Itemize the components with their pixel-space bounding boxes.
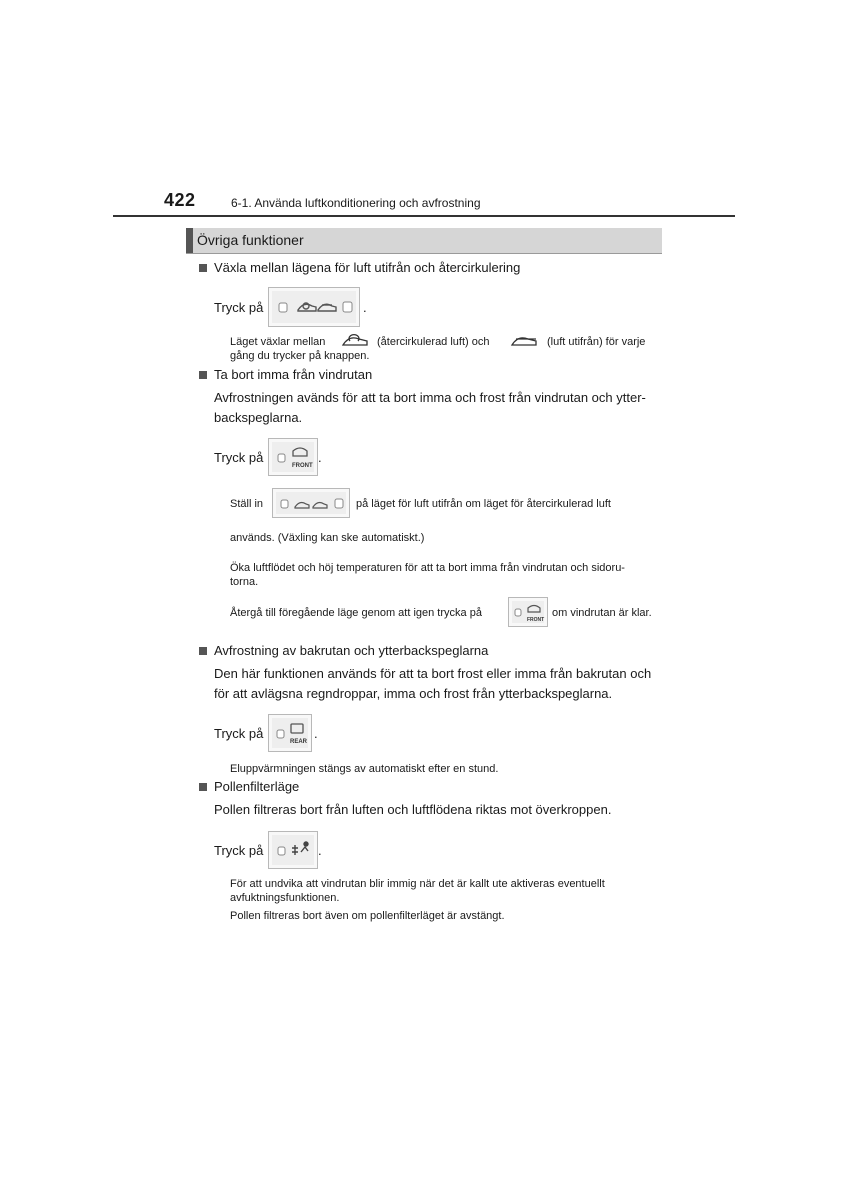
note-text: För att undvika att vindrutan blir immig när det är kallt ute aktiveras eventuellt [230, 878, 605, 890]
note-text: Öka luftflödet och höj temperaturen för att ta bort imma från vindrutan och sidoru- [230, 562, 625, 574]
note-text: (återcirkulerad luft) och [377, 336, 490, 348]
note-text: Eluppvärmningen stängs av automatiskt efter en stund. [230, 763, 499, 775]
subsection-heading-rear: Avfrostning av bakrutan och ytterbackspeglarna [214, 643, 489, 658]
press-label: Tryck på [214, 300, 264, 315]
body-text: Pollen filtreras bort från luften och luftflödena riktas mot överkroppen. [214, 802, 612, 817]
rear-defroster-button[interactable] [268, 714, 312, 752]
period: . [314, 726, 318, 741]
note-text: avfuktningsfunktionen. [230, 892, 340, 904]
square-bullet-icon [199, 264, 207, 272]
period: . [318, 450, 322, 465]
air-mode-button-icon [273, 489, 351, 519]
press-label: Tryck på [214, 726, 264, 741]
section-title: Övriga funktioner [197, 232, 304, 248]
pollen-filter-icon [269, 832, 319, 870]
outside-air-icon [510, 333, 542, 349]
subsection-heading-windshield: Ta bort imma från vindrutan [214, 367, 373, 382]
note-text: Pollen filtreras bort även om pollenfilterläget är avstängt. [230, 910, 505, 922]
header-divider [113, 215, 735, 217]
note-text: gång du trycker på knappen. [230, 350, 370, 362]
note-text: Ställ in [230, 498, 264, 510]
press-label: Tryck på [214, 450, 264, 465]
period: . [318, 843, 322, 858]
body-text: Avfrostningen avänds för att ta bort imma och frost från vindrutan och ytter- [214, 390, 646, 405]
air-mode-button-icon [269, 288, 361, 328]
body-text: backspeglarna. [214, 410, 303, 425]
press-label: Tryck på [214, 843, 264, 858]
rear-label: REAR [290, 739, 308, 745]
rear-defroster-icon [269, 715, 313, 753]
subsection-heading-pollen: Pollenfilterläge [214, 779, 300, 794]
subsection-heading-air-mode: Växla mellan lägena för luft utifrån och återcirkulering [214, 260, 521, 275]
chapter-title: 6-1. Använda luftkonditionering och avfrostning [231, 196, 481, 210]
section-title-bar [186, 228, 662, 254]
body-text: Den här funktionen används för att ta bort frost eller imma från bakrutan och [214, 666, 652, 681]
square-bullet-icon [199, 647, 207, 655]
note-text: används. (Växling kan ske automatiskt.) [230, 532, 425, 544]
note-text: på läget för luft utifrån om läget för återcirkulerad luft [356, 498, 611, 510]
period: . [363, 300, 367, 315]
page-number: 422 [164, 190, 196, 210]
front-label: FRONT [527, 617, 545, 623]
section-accent [186, 228, 193, 253]
body-text: för att avlägsna regndroppar, imma och frost från ytterbackspeglarna. [214, 686, 613, 701]
windshield-defroster-button-inline [508, 597, 548, 627]
pollen-filter-button[interactable] [268, 831, 318, 869]
note-text: om vindrutan är klar. [552, 607, 652, 619]
recirculated-air-icon [341, 333, 371, 349]
note-text: (luft utifrån) för varje [547, 336, 646, 348]
windshield-defroster-button[interactable] [268, 438, 318, 476]
note-text: Läget växlar mellan [230, 336, 326, 348]
air-mode-button[interactable] [268, 287, 360, 327]
air-mode-button-inline [272, 488, 350, 518]
front-defroster-icon [269, 439, 319, 477]
square-bullet-icon [199, 783, 207, 791]
front-label: FRONT [292, 463, 313, 469]
square-bullet-icon [199, 371, 207, 379]
note-text: Återgå till föregående läge genom att igen trycka på [230, 607, 482, 619]
note-text: torna. [230, 576, 259, 588]
front-defroster-icon [509, 598, 549, 628]
